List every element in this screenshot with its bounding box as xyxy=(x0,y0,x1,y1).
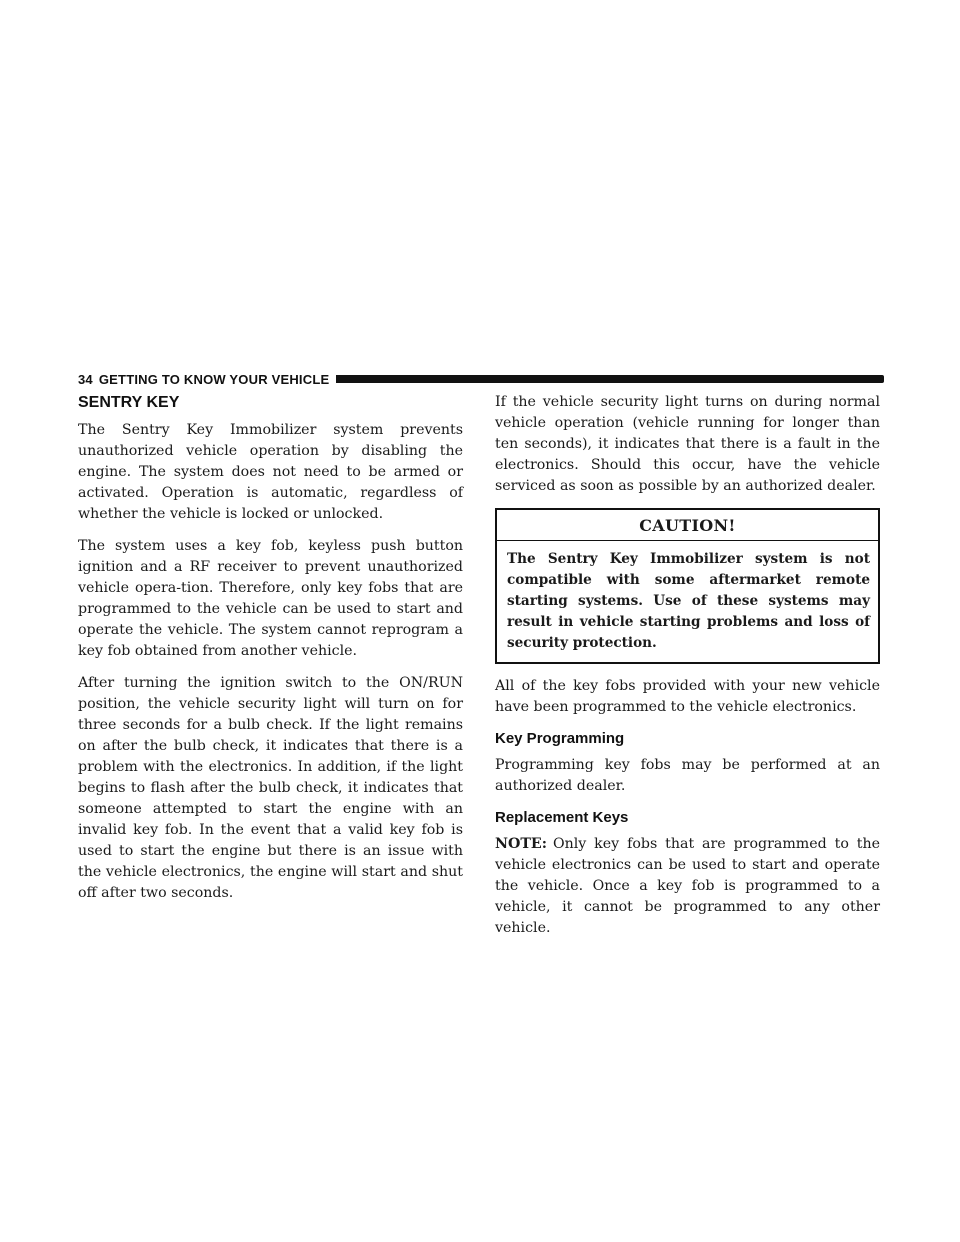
note-label: NOTE: xyxy=(495,836,547,852)
header-rule xyxy=(336,375,884,383)
caution-box xyxy=(495,508,880,664)
caution-title: CAUTION! xyxy=(497,510,878,541)
left-column xyxy=(78,392,463,915)
subheading-replacement-keys: Replacement Keys xyxy=(495,809,629,826)
page-header xyxy=(78,368,884,390)
paragraph-fobs-programmed: All of the key fobs provided with your new vehicle have been programmed to the vehicle electronics. xyxy=(495,678,880,715)
paragraph-key-fob-system: The system uses a key fob, keyless push button ignition and a RF receiver to prevent unauthorized vehicle opera-tion. Therefore, only key fobs that are programmed to the vehicle can be used to start and operate the vehicle. The system cannot reprogram a key fob obtained from another vehicle. xyxy=(78,538,463,659)
paragraph-security-light-fault: If the vehicle security light turns on during normal vehicle operation (vehicle running for longer than ten seconds), it indicates that there is a fault in the electronics. Should this occur, have the vehicle serviced as soon as possible by an authorized dealer. xyxy=(495,394,880,494)
paragraph-replacement-note xyxy=(495,834,880,939)
paragraph-immobilizer-intro: The Sentry Key Immobilizer system prevents unauthorized vehicle operation by disabling the engine. The system does not need to be armed or activated. Operation is automatic, regardless of whether the vehicle is locked or unlocked. xyxy=(78,422,463,522)
subheading-key-programming: Key Programming xyxy=(495,730,625,747)
section-heading-sentry-key: SENTRY KEY xyxy=(78,394,180,411)
caution-text: The Sentry Key Immobilizer system is not compatible with some aftermarket remote starting systems. Use of these systems may result in vehicle starting problems and loss of security protection. xyxy=(507,551,870,651)
paragraph-key-programming: Programming key fobs may be performed at an authorized dealer. xyxy=(495,757,880,794)
chapter-title: GETTING TO KNOW YOUR VEHICLE xyxy=(98,371,330,387)
page-number: 34 xyxy=(78,371,93,387)
note-text: Only key fobs that are programmed to the vehicle electronics can be used to start and operate the vehicle. Once a key fob is programmed to a vehicle, it cannot be programmed to any other vehicle. xyxy=(495,836,880,936)
paragraph-security-light-check: After turning the ignition switch to the ON/RUN position, the vehicle security light will turn on for three seconds for a bulb check. If the light remains on after the bulb check, it indicates that there is a problem with the electronics. In addition, if the light begins to flash after the bulb check, it indicates that someone attempted to start the engine with an invalid key fob. In the event that a valid key fob is used to start the engine but there is an issue with the vehicle electronics, the engine will start and shut off after two seconds. xyxy=(78,675,463,901)
right-column xyxy=(495,392,880,950)
